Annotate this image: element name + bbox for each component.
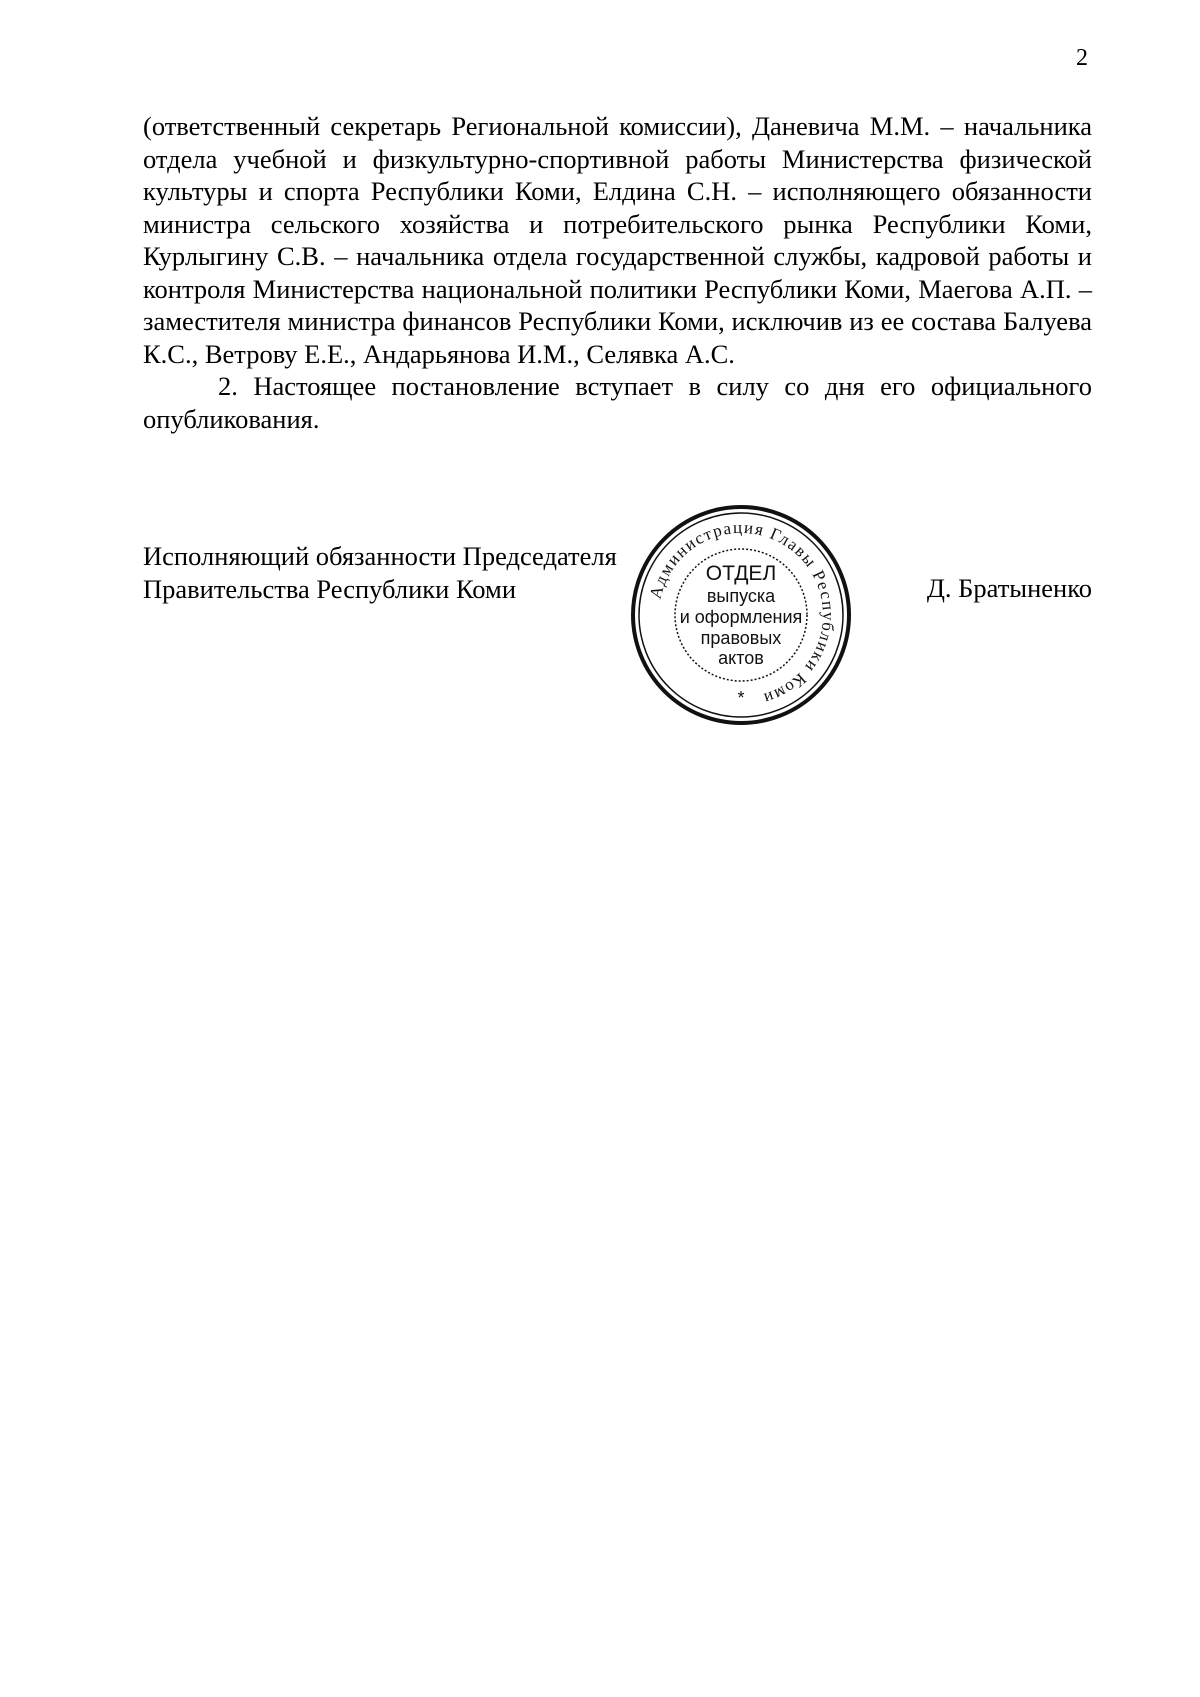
signatory-name: Д. Братыненко [926,573,1092,603]
paragraph-item-2: 2. Настоящее постановление вступает в силу со дня его официального опубликования. [143,371,1092,434]
seal-center-line-5: актов [718,648,764,668]
signatory-title-line-1: Исполняющий обязанности Председателя [143,541,617,571]
signatory-title [143,540,617,605]
signature-block [143,540,1092,610]
document-body [143,110,1092,435]
seal-center-line-3: и оформления [679,607,803,627]
paragraph-continuation: (ответственный секретарь Региональной комиссии), Даневича М.М. – начальника отдела учебной и физкультурно-спортивной работы Министерства физической культуры и спорта Республики Коми, Елдина С.Н. – исполняющего обязанности министра сельского хозяйства и потребительского рынка Республики Коми, Курлыгину С.В. – начальника отдела государственной службы, кадровой работы и контроля Министерства национальной политики Республики Коми, Маегова А.П. – заместителя министра финансов Республики Коми, исключив из ее состава Балуева К.С., Ветрову Е.Е., Андарьянова И.М., Селявка А.С. [143,111,1092,369]
seal-graphic [626,500,856,730]
seal-star-icon: * [737,688,745,708]
official-seal [626,500,856,730]
page-number: 2 [1076,45,1088,71]
signatory-title-line-2: Правительства Республики Коми [143,573,517,604]
seal-center-line-1: ОТДЕЛ [705,562,777,585]
seal-center-line-2: выпуска [706,586,776,606]
seal-center-line-4: правовых [700,628,782,648]
seal-ring-text: Администрация Главы Республики Коми [645,517,839,709]
